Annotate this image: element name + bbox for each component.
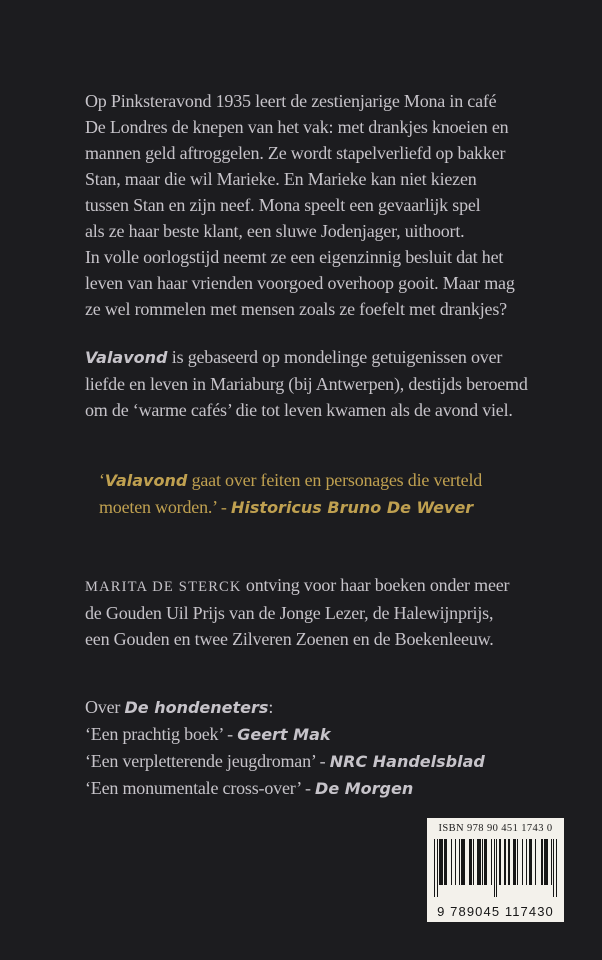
synopsis-line: De Londres de knepen van het vak: met drankjes knoeien en	[85, 117, 509, 137]
reviews-heading-title: De hondeneters	[124, 698, 269, 717]
quote-line-prefix: moeten worden.’ -	[99, 497, 232, 517]
barcode-bar	[496, 839, 497, 897]
author-name: MARITA DE STERCK	[85, 579, 242, 595]
review-source: NRC Handelsblad	[329, 752, 485, 771]
barcode-digits: 9 789045 117430	[437, 904, 554, 919]
barcode-bar	[494, 839, 495, 897]
review-item	[85, 748, 485, 775]
barcode-bar	[508, 839, 511, 885]
pull-quote-line	[99, 494, 482, 521]
reviews-heading-suffix: :	[268, 697, 274, 717]
review-quote: ‘Een monumentale cross-over’ -	[85, 778, 316, 798]
author-line	[85, 572, 509, 600]
synopsis-line: Stan, maar die wil Marieke. En Marieke kan niet kiezen	[85, 169, 477, 189]
pull-quote	[99, 467, 482, 521]
barcode-bar	[439, 839, 443, 885]
author-line: de Gouden Uil Prijs van de Jonge Lezer, de Halewijnprijs,	[85, 603, 494, 623]
barcode-bar	[526, 839, 527, 885]
barcode-bar	[444, 839, 447, 885]
quote-line-rest: gaat over feiten en personages die verteld	[187, 470, 483, 490]
quote-open: ‘	[99, 470, 105, 490]
barcode-bar	[469, 839, 472, 885]
synopsis-line: mannen geld aftroggelen. Ze wordt stapelverliefd op bakker	[85, 143, 506, 163]
reviews-heading	[85, 694, 485, 721]
about-line-rest: is gebaseerd op mondelinge getuigenissen over	[167, 347, 503, 367]
reviews-heading-prefix: Over	[85, 697, 125, 717]
barcode-bar	[499, 839, 502, 885]
author-paragraph	[85, 572, 509, 652]
barcode-bar	[541, 839, 542, 885]
quote-attribution: Historicus Bruno De Wever	[231, 498, 474, 517]
barcode-bar	[473, 839, 474, 885]
isbn-label: ISBN 978 90 451 1743 0	[438, 823, 553, 834]
barcode-bar	[484, 839, 487, 885]
barcode-bar	[451, 839, 452, 885]
synopsis-line: leven van haar vrienden voorgoed overhoop gooit. Maar mag	[85, 273, 515, 293]
isbn-barcode	[427, 818, 564, 922]
author-line-rest: ontving voor haar boeken onder meer	[241, 575, 510, 595]
about-line	[85, 344, 528, 371]
about-paragraph	[85, 344, 528, 423]
barcode-bar	[513, 839, 516, 885]
barcode-bar	[459, 839, 460, 885]
review-source: Geert Mak	[237, 725, 331, 744]
barcode-bar	[461, 839, 465, 885]
barcode-bars	[434, 839, 557, 897]
barcode-bar	[551, 839, 552, 885]
barcode-bar	[455, 839, 456, 885]
reviews-section	[85, 694, 485, 802]
synopsis-line: ze wel rommelen met mensen zoals ze foefelt met drankjes?	[85, 299, 507, 319]
about-line: liefde en leven in Mariaburg (bij Antwerpen), destijds beroemd	[85, 374, 528, 394]
review-item	[85, 775, 485, 802]
barcode-bar	[482, 839, 483, 885]
barcode-bar	[437, 839, 438, 897]
synopsis-line: Op Pinksteravond 1935 leert de zestienjarige Mona in café	[85, 91, 497, 111]
synopsis-line: tussen Stan en zijn neef. Mona speelt een gevaarlijk spel	[85, 195, 481, 215]
review-quote: ‘Een prachtig boek’ -	[85, 724, 238, 744]
pull-quote-line	[99, 467, 482, 494]
synopsis-paragraph	[85, 88, 515, 322]
barcode-bar	[517, 839, 518, 885]
about-line: om de ‘warme cafés’ die tot leven kwamen als de avond viel.	[85, 400, 513, 420]
book-title-emphasis: Valavond	[85, 348, 168, 367]
synopsis-line: In volle oorlogstijd neemt ze een eigenzinnig besluit dat het	[85, 247, 504, 267]
barcode-bar	[434, 839, 435, 897]
barcode-bar	[522, 839, 523, 885]
barcode-bar	[491, 839, 492, 885]
barcode-bar	[553, 839, 554, 897]
synopsis-line: als ze haar beste klant, een sluwe Jodenjager, uithoort.	[85, 221, 465, 241]
author-line: een Gouden en twee Zilveren Zoenen en de Boekenleeuw.	[85, 629, 494, 649]
barcode-bar	[477, 839, 481, 885]
review-source: De Morgen	[315, 779, 414, 798]
review-quote: ‘Een verpletterende jeugdroman’ -	[85, 751, 330, 771]
barcode-bar	[544, 839, 548, 885]
barcode-bar	[504, 839, 507, 885]
barcode-bar	[529, 839, 533, 885]
barcode-bar	[556, 839, 557, 897]
barcode-bar	[535, 839, 536, 885]
review-item	[85, 721, 485, 748]
quote-title-emphasis: Valavond	[104, 471, 188, 490]
